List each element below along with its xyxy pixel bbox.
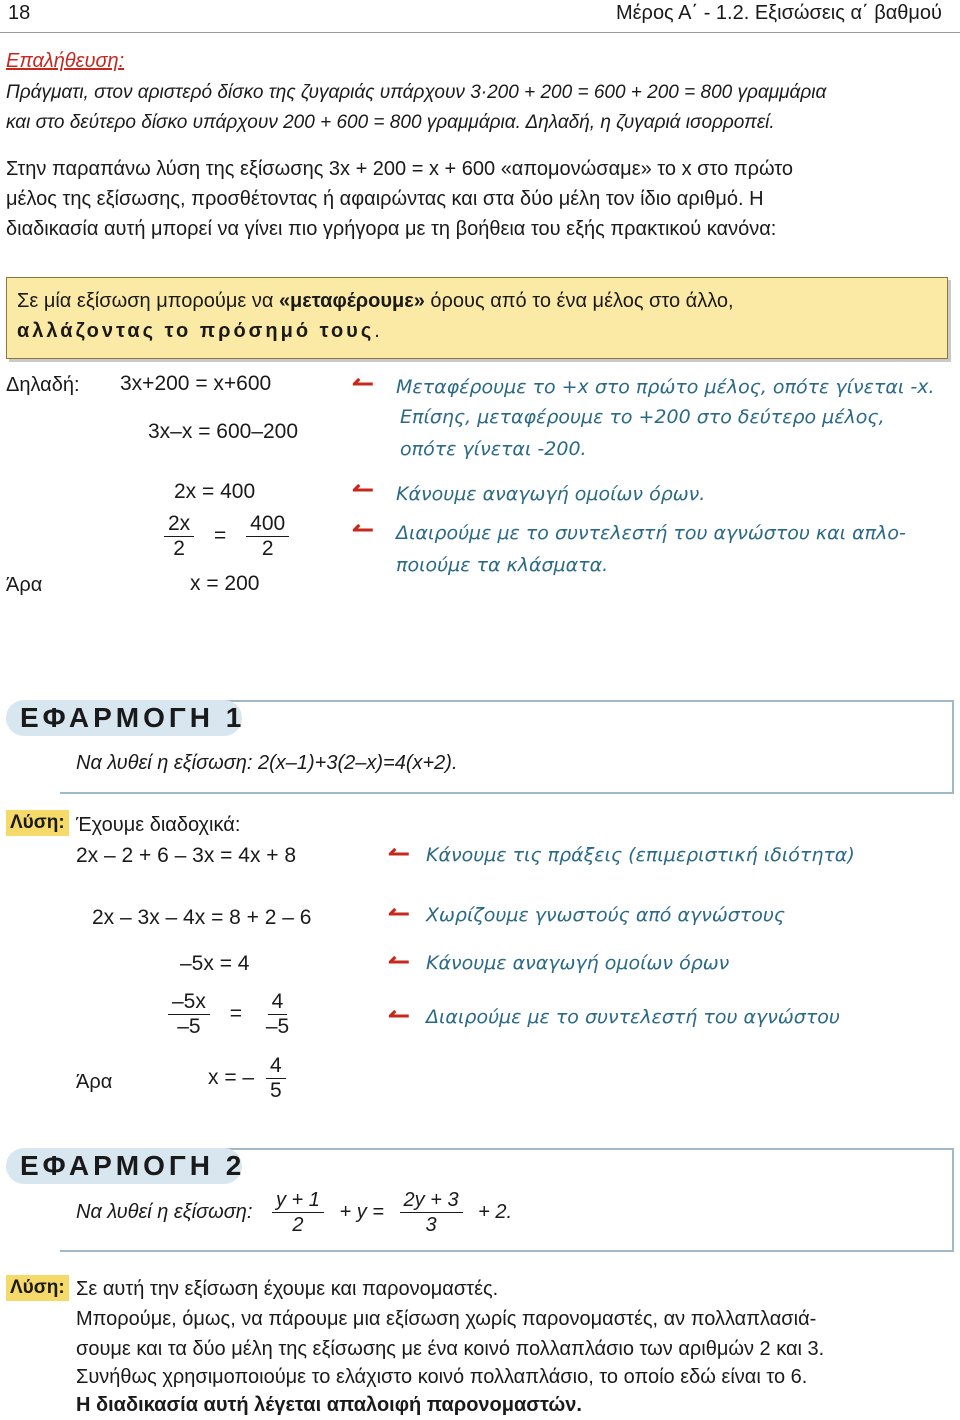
- equals-sign: =: [229, 1002, 242, 1026]
- app2-line-1: Σε αυτή την εξίσωση έχουμε και παρονομαστές.: [76, 1278, 499, 1300]
- rule-line-2: [17, 316, 380, 346]
- app1-title: [6, 700, 246, 736]
- example-label: Δηλαδή:: [6, 374, 80, 396]
- app1-eq-5-left: x = –: [208, 1066, 255, 1090]
- verification-label: Επαλήθευση:: [6, 50, 125, 72]
- frac-den: 3: [425, 1214, 437, 1236]
- app1-frac-result: [266, 1054, 286, 1103]
- frac-num: –5x: [168, 990, 210, 1015]
- verification-line-2: και στο δεύτερο δίσκο υπάρχουν 200 + 600 = 800 γραμμάρια. Δηλαδή, η ζυγαριά ισορροπεί.: [6, 112, 775, 133]
- frac-den: –5: [177, 1015, 201, 1038]
- app1-solution-label: Λύση:: [6, 810, 69, 836]
- app1-title-text: ΕΦΑΡΜΟΓΗ 1: [20, 702, 246, 733]
- header-rule: [0, 32, 960, 33]
- app1-eq-1: 2x – 2 + 6 – 3x = 4x + 8: [76, 844, 297, 867]
- frac-den: –5: [265, 1015, 290, 1038]
- arrow-left-icon: ↼: [388, 946, 410, 976]
- app2-title: [6, 1148, 246, 1184]
- frac-den: 5: [269, 1079, 282, 1102]
- example-frac-right: [246, 512, 289, 561]
- example-eq-4: [164, 512, 289, 561]
- app2-line-2: Μπορούμε, όμως, να πάρουμε μια εξίσωση χωρίς παρονομαστές, αν πολλαπλασιά-: [76, 1308, 817, 1330]
- app1-note-1: Κάνουμε τις πράξεις (επιμεριστική ιδιότητα): [426, 844, 855, 866]
- rule-text-1: Σε μία εξίσωση μπορούμε να: [17, 290, 279, 312]
- app1-note-4: Διαιρούμε με το συντελεστή του αγνώστου: [426, 1006, 840, 1028]
- app1-note-3: Κάνουμε αναγωγή ομοίων όρων: [426, 952, 730, 974]
- frac-den: 2: [292, 1214, 304, 1236]
- equals-sign: =: [214, 524, 227, 548]
- rule-text-2: όρους από το ένα μέλος στο άλλο,: [424, 290, 734, 312]
- app2-problem-label: Να λυθεί η εξίσωση:: [76, 1200, 253, 1223]
- app2-solution-label: Λύση:: [6, 1275, 69, 1301]
- rule-spaced: αλλάζοντας το πρόσημό τους: [17, 320, 375, 342]
- frac-num: y + 1: [272, 1188, 324, 1213]
- example-eq-2: 3x–x = 600–200: [148, 420, 299, 443]
- example-note-3: Κάνουμε αναγωγή ομοίων όρων.: [396, 483, 706, 505]
- page-number: 18: [8, 2, 31, 24]
- rule-end: .: [374, 320, 380, 342]
- frac-den: 2: [173, 537, 185, 560]
- app1-ara: Άρα: [76, 1071, 113, 1093]
- verification-line-1: Πράγματι, στον αριστερό δίσκο της ζυγαριάς υπάρχουν 3·200 + 200 = 600 + 200 = 800 γραμμάρια: [6, 82, 827, 103]
- example-note-2b: οπότε γίνεται -200.: [400, 438, 587, 460]
- example-eq-3: 2x = 400: [174, 480, 256, 503]
- rule-box: [6, 277, 948, 359]
- app1-eq-2: 2x – 3x – 4x = 8 + 2 – 6: [92, 906, 312, 929]
- arrow-left-icon: ↼: [352, 474, 374, 504]
- frac-num: 2y + 3: [400, 1188, 463, 1213]
- app1-frac-right: [262, 990, 293, 1039]
- example-note-1: Μεταφέρουμε το +x στο πρώτο μέλος, οπότε γίνεται -x.: [396, 376, 935, 398]
- app1-note-2: Χωρίζουμε γνωστούς από αγνώστους: [426, 904, 785, 926]
- app1-problem: Να λυθεί η εξίσωση: 2(x–1)+3(2–x)=4(x+2).: [76, 752, 458, 774]
- app2-frac-1: [272, 1188, 324, 1237]
- app2-mid: + y =: [339, 1200, 384, 1223]
- example-note-2a: Επίσης, μεταφέρουμε το +200 στο δεύτερο μέλος,: [400, 406, 885, 428]
- app2-line-4: Συνήθως χρησιμοποιούμε το ελάχιστο κοινό πολλαπλάσιο, το οποίο εδώ είναι το 6.: [76, 1366, 808, 1388]
- app2-title-text: ΕΦΑΡΜΟΓΗ 2: [20, 1150, 246, 1181]
- frac-num: 2x: [164, 512, 194, 537]
- paragraph-line-1: Στην παραπάνω λύση της εξίσωσης 3x + 200 = x + 600 «απομονώσαμε» το x στο πρώτο: [6, 158, 794, 180]
- app2-end: + 2.: [478, 1200, 513, 1223]
- example-eq-5: x = 200: [190, 572, 260, 595]
- rule-line-1: [17, 286, 734, 316]
- arrow-left-icon: ↼: [352, 514, 374, 544]
- app1-eq-5: [208, 1054, 286, 1103]
- frac-num: 4: [268, 990, 288, 1015]
- example-ara: Άρα: [6, 574, 43, 596]
- app2-line-3: σουμε και τα δύο μέλη της εξίσωσης με ένα κοινό πολλαπλάσιο των αριθμών 2 και 3.: [76, 1338, 825, 1360]
- app2-problem: [76, 1188, 512, 1237]
- frac-den: 2: [261, 537, 274, 560]
- arrow-left-icon: ↼: [352, 368, 374, 398]
- frac-num: 400: [246, 512, 289, 537]
- section-title: Μέρος Α΄ - 1.2. Εξισώσεις α΄ βαθμού: [615, 2, 942, 24]
- arrow-left-icon: ↼: [388, 1000, 410, 1030]
- example-note-4a: Διαιρούμε με το συντελεστή του αγνώστου και απλο-: [396, 522, 906, 544]
- app2-frac-2: [400, 1188, 463, 1237]
- paragraph-line-3: διαδικασία αυτή μπορεί να γίνει πιο γρήγορα με τη βοήθεια του εξής πρακτικού κανόνα:: [6, 218, 777, 240]
- example-note-4b: ποιούμε τα κλάσματα.: [396, 554, 609, 576]
- example-eq-1: 3x+200 = x+600: [120, 372, 272, 395]
- arrow-left-icon: ↼: [388, 838, 410, 868]
- app1-eq-4: [168, 990, 293, 1039]
- arrow-left-icon: ↼: [388, 898, 410, 928]
- frac-num: 4: [266, 1054, 286, 1079]
- paragraph-line-2: μέλος της εξίσωσης, προσθέτοντας ή αφαιρώντας και στα δύο μέλη τον ίδιο αριθμό. Η: [6, 188, 764, 210]
- app1-eq-3: –5x = 4: [180, 952, 250, 975]
- rule-bold: «μεταφέρουμε»: [278, 290, 425, 312]
- app1-frac-left: [168, 990, 210, 1039]
- example-frac-left: [164, 512, 194, 561]
- app1-intro: Έχουμε διαδοχικά:: [76, 814, 241, 836]
- app2-line-5: Η διαδικασία αυτή λέγεται απαλοιφή παρονομαστών.: [76, 1394, 582, 1416]
